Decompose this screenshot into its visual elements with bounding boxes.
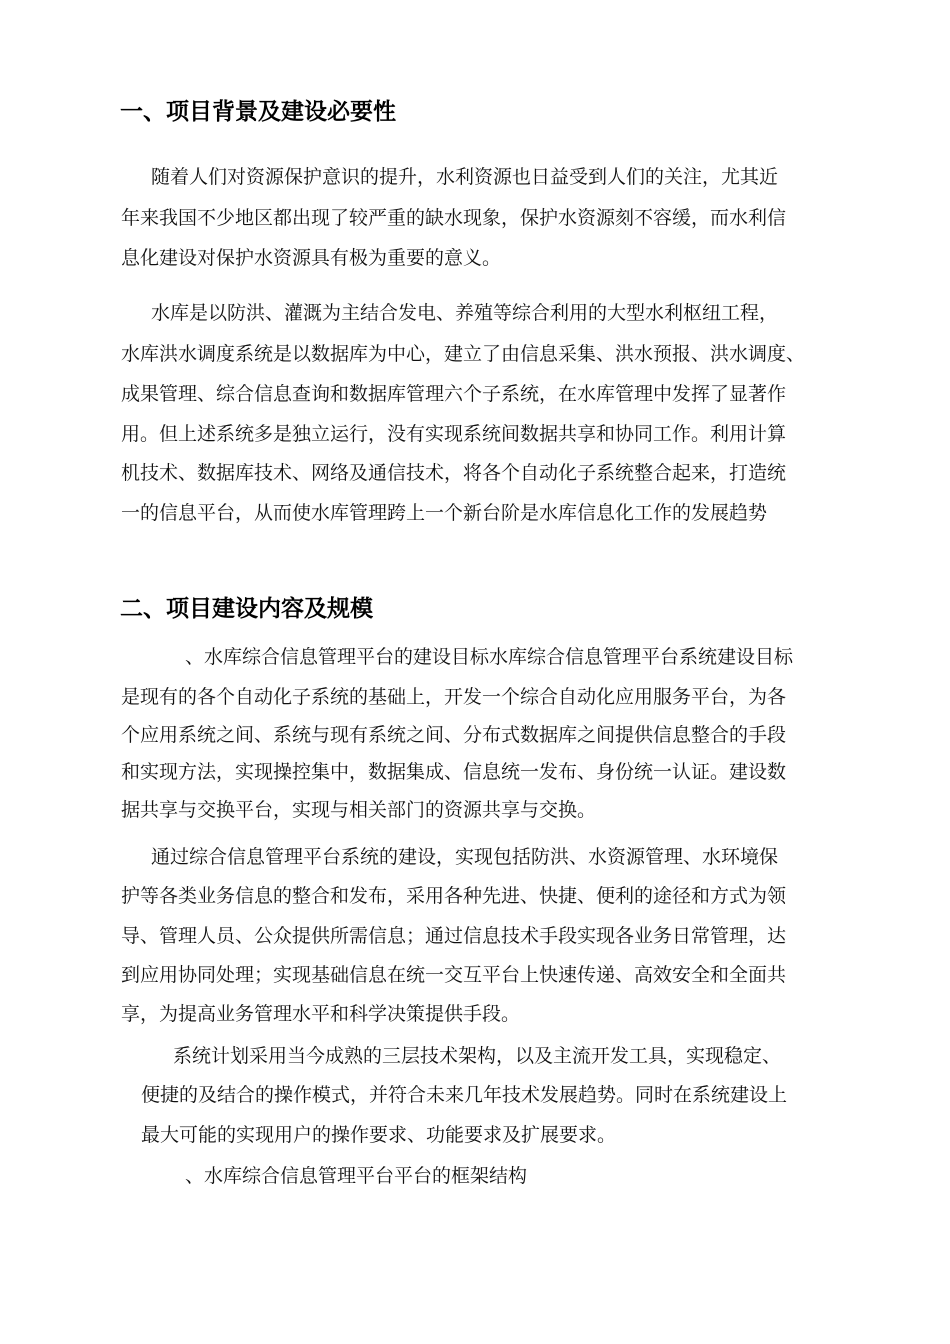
text-line: 和实现方法，实现操控集中，数据集成、信息统一发布、身份统一认证。建设数 — [121, 761, 787, 783]
text-line: 水库洪水调度系统是以数据库为中心，建立了由信息采集、洪水预报、洪水调度、 — [121, 343, 806, 365]
text-line: 便捷的及结合的操作模式，并符合未来几年技术发展趋势。同时在系统建设上 — [141, 1084, 788, 1106]
text-line: 息化建设对保护水资源具有极为重要的意义。 — [121, 247, 502, 269]
section-2-heading: 二、项目建设内容及规模 — [120, 596, 373, 622]
section-2-subheading: 、水库综合信息管理平台平台的框架结构 — [185, 1165, 528, 1187]
text-line: 是现有的各个自动化子系统的基础上，开发一个综合自动化应用服务平台，为各 — [121, 686, 787, 708]
text-line: 享，为提高业务管理水平和科学决策提供手段。 — [121, 1003, 521, 1025]
text-line: 用。但上述系统多是独立运行，没有实现系统间数据共享和协同工作。利用计算 — [121, 423, 787, 445]
text-line: 最大可能的实现用户的操作要求、功能要求及扩展要求。 — [141, 1124, 617, 1146]
text-line: 到应用协同处理；实现基础信息在统一交互平台上快速传递、高效安全和全面共 — [121, 964, 787, 986]
text-line: 据共享与交换平台，实现与相关部门的资源共享与交换。 — [121, 799, 597, 821]
text-line: 年来我国不少地区都出现了较严重的缺水现象，保护水资源刻不容缓，而水利信 — [121, 207, 787, 229]
text-line: 个应用系统之间、系统与现有系统之间、分布式数据库之间提供信息整合的手段 — [121, 724, 787, 746]
text-line: 、水库综合信息管理平台的建设目标水库综合信息管理平台系统建设目标 — [185, 646, 794, 668]
section-1-heading: 一、项目背景及建设必要性 — [120, 99, 396, 125]
text-line: 随着人们对资源保护意识的提升，水利资源也日益受到人们的关注，尤其近 — [151, 166, 779, 188]
text-line: 通过综合信息管理平台系统的建设，实现包括防洪、水资源管理、水环境保 — [151, 846, 779, 868]
text-line: 系统计划采用当今成熟的三层技术架构，以及主流开发工具，实现稳定、 — [173, 1045, 782, 1067]
text-line: 水库是以防洪、灌溉为主结合发电、养殖等综合利用的大型水利枢纽工程， — [151, 302, 779, 324]
text-line: 机技术、数据库技术、网络及通信技术，将各个自动化子系统整合起来，打造统 — [121, 462, 787, 484]
text-line: 导、管理人员、公众提供所需信息；通过信息技术手段实现各业务日常管理，达 — [121, 925, 787, 947]
text-line: 一的信息平台，从而使水库管理跨上一个新台阶是水库信息化工作的发展趋势 — [121, 502, 768, 524]
text-line: 护等各类业务信息的整合和发布，采用各种先进、快捷、便利的途径和方式为领 — [121, 885, 787, 907]
text-line: 成果管理、综合信息查询和数据库管理六个子系统，在水库管理中发挥了显著作 — [121, 383, 787, 405]
